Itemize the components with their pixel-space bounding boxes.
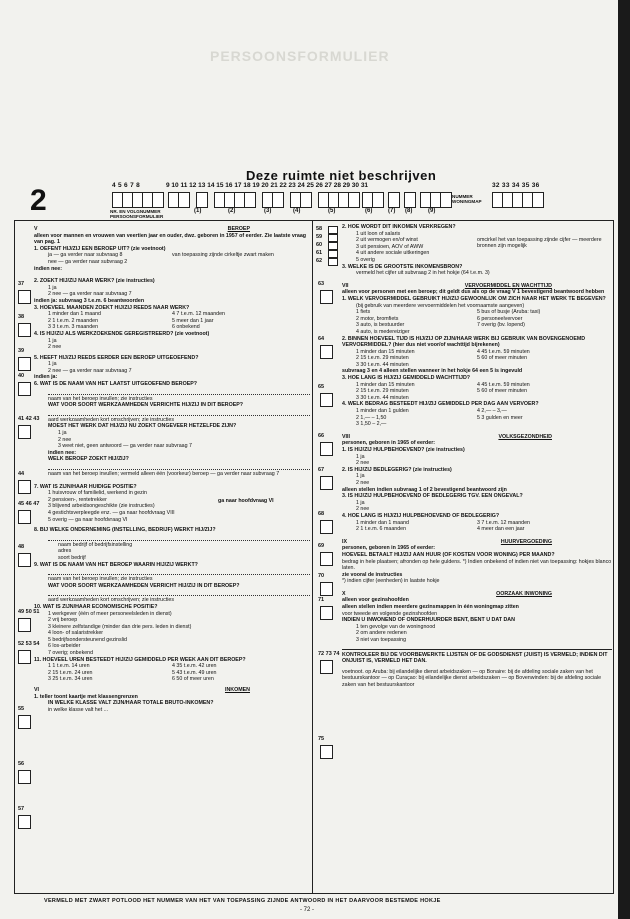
- question-vi2: 2. HOE WORDT DIT INKOMEN VERKREGEN?: [342, 224, 456, 230]
- answer-box[interactable]: [320, 393, 333, 407]
- answer-box[interactable]: [320, 745, 333, 759]
- answer-box[interactable]: [328, 234, 338, 242]
- answer-box[interactable]: [320, 476, 333, 490]
- question-vii3: 3. HOE LANG IS HIJ/ZIJ GEMIDDELD WACHTTIJD?: [342, 375, 471, 382]
- left-rule: [14, 220, 15, 893]
- right-rule: [613, 220, 614, 893]
- code-box[interactable]: [244, 192, 256, 208]
- answer-box[interactable]: [18, 480, 31, 494]
- question-v8: 8. BIJ WELKE ONDERNEMING (INSTELLING, BEDRIJF) WERKT HIJ/ZIJ?: [34, 527, 216, 534]
- answer-box-number: 52 53 54: [18, 641, 40, 647]
- code-box[interactable]: [388, 192, 400, 208]
- code-group-label: (3): [264, 208, 272, 214]
- answer-box-number: 38: [18, 314, 25, 320]
- code-box[interactable]: [404, 192, 416, 208]
- question-v2: 2. ZOEKT HIJ/ZIJ NAAR WERK? (zie instructies): [34, 278, 155, 285]
- answer-box-number: 63: [318, 281, 325, 287]
- section-vi-head: VI INKOMEN: [34, 687, 250, 694]
- answer-box[interactable]: [328, 242, 338, 250]
- question-v10: 10. WAT IS ZIJN/HAAR ECONOMISCHE POSITIE?: [34, 603, 158, 610]
- answer-box[interactable]: [320, 606, 333, 620]
- code-group-label: (4): [293, 208, 301, 214]
- question-vi3: 3. WELKE IS DE GROOTSTE INKOMENSBRON?: [342, 263, 463, 270]
- answer-box-number: 48: [18, 544, 25, 550]
- answer-box[interactable]: [18, 618, 31, 632]
- answer-box[interactable]: [320, 290, 333, 304]
- question-vii2: 2. BINNEN HOEVEEL TIJD IS HIJ/ZIJ OP ZIJN/HAAR WERK BIJ GEBRUIK VAN BOVENGENOEMD VERVOERMIDDEL? (hier dus niet voor/of wachttijd bijrekenen): [342, 335, 586, 349]
- answer-box[interactable]: [18, 357, 31, 371]
- code-box[interactable]: [300, 192, 312, 208]
- answer-box[interactable]: [320, 520, 333, 534]
- code-numbers-b: 9 10 11 12 13 14 15 16 17 18 19 20 21 22 23 24 25 26 27 28 29 30 31: [166, 182, 369, 189]
- answer-box-number: 72 73 74: [318, 651, 340, 657]
- code-group-label: (8): [405, 208, 413, 214]
- section-vii-head: VII VERVOERMIDDEL EN WACHTTIJD: [342, 282, 552, 289]
- question-vii1: 1. WELK VERVOERMIDDEL GEBRUIKT HIJ/ZIJ GEWOONLIJK OM ZICH NAAR HET WERK TE BEGEVEN?: [342, 295, 606, 302]
- code-box[interactable]: [372, 192, 384, 208]
- question-vii4: 4. WELK BEDRAG BESTEEDT HIJ/ZIJ GEMIDDELD PER DAG AAN VERVOER?: [342, 401, 539, 408]
- code-group-label: (7): [388, 208, 396, 214]
- answer-box-number: 49 50 51: [18, 609, 40, 615]
- form-number: 2: [30, 184, 47, 217]
- answer-box[interactable]: [320, 345, 333, 359]
- row-number: 62: [316, 258, 323, 264]
- answer-box[interactable]: [320, 660, 333, 674]
- answer-box[interactable]: [18, 770, 31, 784]
- section-viii-head: VIII VOLKSGEZONDHEID: [342, 433, 552, 440]
- code-group-label: (2): [228, 208, 236, 214]
- answer-box[interactable]: [328, 226, 338, 234]
- answer-box[interactable]: [18, 650, 31, 664]
- answer-box-number: 66: [318, 433, 325, 439]
- answer-box-number: 69: [318, 543, 325, 549]
- answer-box-number: 56: [18, 761, 25, 767]
- answer-box-number: 41 42 43: [18, 416, 40, 422]
- code-box[interactable]: [178, 192, 190, 208]
- question-v6: 6. WAT IS DE NAAM VAN HET LAATST UITGEOEFEND BEROEP?: [34, 381, 198, 388]
- row-number: 58: [316, 226, 323, 232]
- page-number: - 72 -: [300, 907, 315, 913]
- answer-box[interactable]: [320, 582, 333, 596]
- question-viii1: 1. IS HIJ/ZIJ HULPBEHOEVEND? (zie instructies): [342, 447, 465, 453]
- answer-box-number: 70: [318, 573, 325, 579]
- code-box[interactable]: [272, 192, 284, 208]
- code-box[interactable]: [532, 192, 544, 208]
- answer-box[interactable]: [320, 442, 333, 456]
- answer-box[interactable]: [18, 510, 31, 524]
- answer-box-number: 67: [318, 467, 325, 473]
- code-numbers-a: 4 5 6 7 8: [112, 182, 140, 189]
- code-group-label: (1): [194, 208, 202, 214]
- code-group-label: (6): [365, 208, 373, 214]
- center-divider: [312, 220, 313, 893]
- question-viii2: 2. IS HIJ/ZIJ BEDLEGERIG? (zie instructies): [342, 466, 452, 473]
- question-v1: 1. OEFENT HIJ/ZIJ EEN BEROEP UIT? (zie voetnoot): [34, 245, 166, 252]
- nummer-codes: 32 33 34 35 36: [492, 182, 540, 189]
- question-viii3: 3. IS HIJ/ZIJ HULPBEHOEVEND OF BEDLEGERIG TGV. EEN ONGEVAL?: [342, 493, 523, 500]
- section-x-head: X OORZAAK INWONING: [342, 590, 552, 597]
- question-v7: 7. WAT IS ZIJN/HAAR HUIDIGE POSITIE?: [34, 483, 137, 490]
- answer-box-number: 40: [18, 373, 25, 379]
- question-v5: 5. HEEFT HIJ/ZIJ REEDS EERDER EEN BEROEP UITGEOEFEND?: [34, 354, 199, 361]
- answer-box-number: 65: [318, 384, 325, 390]
- code-label-a: NR. EN VOLGNUMMER PERSOONSFORMULIER: [110, 209, 164, 219]
- top-rule: [14, 220, 614, 221]
- ghost-title: PERSOONSFORMULIER: [210, 48, 390, 64]
- section-v-head: V BEROEP: [34, 226, 250, 232]
- answer-box[interactable]: [18, 425, 31, 439]
- scan-edge: [618, 0, 630, 919]
- section-ix-head: IX HUURVERGOEDING: [342, 538, 552, 545]
- question-v11: 11. HOEVEEL UREN BESTEEDT HIJ/ZIJ GEMIDDELD PER WEEK AAN DIT BEROEP?: [34, 656, 246, 663]
- answer-box[interactable]: [18, 323, 31, 337]
- question-viii4: 4. HOE LANG IS HIJ/ZIJ HULPBEHOEVEND OF BEDLEGERIG?: [342, 512, 500, 519]
- question-ix: HOEVEEL BETAALT HIJ/ZIJ AAN HUUR (OF KOSTEN VOOR WONING) PER MAAND?: [342, 551, 555, 558]
- code-box[interactable]: [440, 192, 452, 208]
- answer-box[interactable]: [18, 290, 31, 304]
- code-group-label: (5): [328, 208, 336, 214]
- answer-box-number: 71: [318, 597, 325, 603]
- question-v9: 9. WAT IS DE NAAM VAN HET BEROEP WAARIN HIJ/ZIJ WERKT?: [34, 561, 198, 568]
- bottom-rule: [14, 893, 614, 894]
- code-box[interactable]: [348, 192, 360, 208]
- row-number: 60: [316, 242, 323, 248]
- code-group-label: (9): [428, 208, 436, 214]
- code-box[interactable]: [196, 192, 208, 208]
- answer-box-number: 39: [18, 348, 25, 354]
- answer-box[interactable]: [18, 815, 31, 829]
- code-box[interactable]: [152, 192, 164, 208]
- answer-box-number: 68: [318, 511, 325, 517]
- answer-box[interactable]: [328, 258, 338, 266]
- footer-instruction: VERMELD MET ZWART POTLOOD HET NUMMER VAN HET VAN TOEPASSING ZIJNDE ANTWOORD IN HET DAARVOOR BESTEMDE HOKJE: [44, 898, 441, 904]
- question-x: INDIEN U INWONEND OF ONDERHUURDER BENT, BENT U DAT DAN: [342, 617, 515, 624]
- answer-box-number: 37: [18, 281, 25, 287]
- answer-box[interactable]: [18, 382, 31, 396]
- right-column: 2. HOE WORDT DIT INKOMEN VERKREGEN? 1 uit loon of salaris 2 uit vermogen en/of winst 3 uit pensioen, AOV of AWW 4 uit andere sociale uitkeringen 5 overig omcirkel het van toepassing zijnde cijfer — meerdere bronnen zijn mogelijk 3. WELKE IS DE GROOTSTE INKOMENSBRON? vermeld het cijfer uit subvraag 2 in het hokje (64 t.e.m. 3) VII VERVOERMIDDEL EN WACHTTIJD alleen voor personen met een beroep; dit geldt dus als op de vraag V 1 bevestigend beantwoord hebben 1. WELK VERVOERMIDDEL GEBRUIKT HIJ/ZIJ GEWOONLIJK OM ZICH NAAR HET WERK TE BEGEVEN? (bij gebruik van meerdere vervoermiddelen het voornaamste aangeven) 1 fiets 2 motor, bromfiets 3 auto, is bestuurder 4 auto, is medereiziger 5 bus of busje (Aruba: taxi) 6 personeelvervoer 7 overig (bv. lopend) 2. BINNEN HOEVEEL TIJD IS HIJ/ZIJ OP ZIJN/HAAR WERK BIJ GEBRUIK VAN BOVENGENOEMD VERVOERMIDDEL? (hier dus niet voor/of wachttijd bijrekenen) 1 minder dan 15 minuten 2 15 t.e.m. 29 minuten 3 30 t.e.m. 44 minuten 4 45 t.e.m. 59 minuten 5 60 of meer minuten subvraag 3 en 4 alleen stellen wanneer in het hokje 64 een 5 is ingevuld 3. HOE LANG IS HIJ/ZIJ GEMIDDELD WACHTTIJD? 1 minder dan 15 minuten 2 15 t.e.m. 29 minuten 3 30 t.e.m. 44 minuten 4 45 t.e.m. 59 minuten 5 60 of meer minuten 4. WELK BEDRAG BESTEEDT HIJ/ZIJ GEMIDDELD PER DAG AAN VERVOER? 1 minder dan 1 gulden 2 1,— – 1,50 3 1,50 – 2,— 4 2,— – 3,— 5 3 gulden en meer VIII VOLKSGEZONDHEID personen, geboren in 1965 of eerder: 1. IS HIJ/ZIJ HULPBEHOEVEND? (zie instructies) 1 ja 2 nee 2. IS HIJ/ZIJ BEDLEGERIG? (zie instructies) 1 ja 2 nee alleen stellen indien subvraag 1 of 2 bevestigend beantwoord zijn 3. IS HIJ/ZIJ HULPBEHOEVEND OF BEDLEGERIG TGV. EEN ONGEVAL? 1 ja 2 nee 4. HOE LANG IS HIJ/ZIJ HULPBEHOEVEND OF BEDLEGERIG? 1 minder dan 1 maand 2 1 t.e.m. 6 maanden 3 7 t.e.m. 12 maanden 4 meer dan een jaar IX HUURVERGOEDING personen, geboren in 1965 of eerder: HOEVEEL BETAALT HIJ/ZIJ AAN HUUR (OF KOSTEN VOOR WONING) PER MAAND? bedrag in hele plaatsen; afronden op hele guldens. *) Indien onbekend of indien niet van toepassing: hokjes blanco laten. zie vooral de instructies *) indien cijfer (eenheden) in laatste hokje X OORZAAK INWONING alleen voor gezinshoofden alleen stellen indien meerdere gezinsmappen in één woningmap zitten voor tweede en volgende gezinshoofden INDIEN U INWONEND OF ONDERHUURDER BENT, BENT U DAT DAN 1 ten gevolge van de woningnood 2 om andere redenen 3 niet van toepassing KONTROLEER BIJ DE VOORBEWERKTE LIJSTEN OF DE GODSDIENST (JUIST) IS VERMELD; INDIEN DIT ONJUIST IS, VERMELD HET DAN. voetnoot. op Aruba: bij eilandelijke dienst arbeidszaken — op Bonaire: bij de afdeling sociale zaken van het bestuurskantoor — op Curaçao: bij eilandelijke dienst arbeidszaken — op Bovenwinden: bij de afdeling sociale zaken van het bestuurskantoor: [342, 224, 612, 688]
- row-number: 61: [316, 250, 323, 256]
- answer-box-number: 57: [18, 806, 25, 812]
- answer-box-number: 55: [18, 706, 25, 712]
- left-column: V BEROEP alleen voor mannen en vrouwen van veertien jaar en ouder, dwz. geboren in 1957 of eerder. Zie laatste vraag van pag. 1 1. OEFENT HIJ/ZIJ EEN BEROEP UIT? (zie voetnoot) ja — ga verder naar subvraag 8 nee — ga verder naar subvraag 2 van toepassing zijnde cirkeltje zwart maken indien nee: 2. ZOEKT HIJ/ZIJ NAAR WERK? (zie instructies) 1 ja 2 nee — ga verder naar subvraag 7 indien ja: subvraag 3 t.e.m. 6 beantwoorden 3. HOEVEEL MAANDEN ZOEKT HIJ/ZIJ REEDS NAAR WERK? 1 minder dan 1 maand 2 1 t.e.m. 2 maanden 3 3 t.e.m. 3 maanden 4 7 t.e.m. 12 maanden 5 meer dan 1 jaar 6 onbekend 4. IS HIJ/ZIJ ALS WERKZOEKENDE GEREGISTREERD? (zie voetnoot) 1 ja 2 nee 5. HEEFT HIJ/ZIJ REEDS EERDER EEN BEROEP UITGEOEFEND? 1 ja 2 nee — ga verder naar subvraag 7 indien ja: 6. WAT IS DE NAAM VAN HET LAATST UITGEOEFEND BEROEP? naam van het beroep invullen; zie instructies WAT VOOR SOORT WERKZAAMHEDEN VERRICHTE HIJ/ZIJ IN DIT BEROEP? aard werkzaamheden kort omschrijven; zie instructies MOEST HET WERK DAT HIJ/ZIJ NU ZOEKT ONGEVEER HETZELFDE ZIJN? 1 ja 2 nee 3 weet niet, geen antwoord — ga verder naar subvraag 7 indien nee: WELK BEROEP ZOEKT HIJ/ZIJ? naam van het beroep invullen; vermeld alleen één (voorkeur) beroep — ga verder naar subvraag 7 7. WAT IS ZIJN/HAAR HUIDIGE POSITIE? 1 huisvrouw of familielid, werkend in gezin 2 pensioen-, rentetrekker 3 blijvend arbeidsongeschikte (zie instructies) 4 gestichtsverpleegde enz. — ga naar hoofdvraag VIII 5 overig — ga naar hoofdvraag VI ga naar hoofdvraag VI 8. BIJ WELKE ONDERNEMING (INSTELLING, BEDRIJF) WERKT HIJ/ZIJ? naam bedrijf of bedrijfsinstelling adres soort bedrijf 9. WAT IS DE NAAM VAN HET BEROEP WAARIN HIJ/ZIJ WERKT? naam van het beroep invullen; zie instructies WAT VOOR SOORT WERKZAAMHEDEN VERRICHT HIJ/ZIJ IN DIT BEROEP? aard werkzaamheden kort omschrijven; zie instructies 10. WAT IS ZIJN/HAAR ECONOMISCHE POSITIE? 1 werkgever (één of meer personeelsleden in dienst) 2 vrij beroep 3 kleinere zelfstandige (minder dan drie pers. leden in dienst) 4 loon- of salaristrekker 5 bedrijfsondersteunend gezinslid 6 los-arbeider 7 overig; onbekend 11. HOEVEEL UREN BESTEEDT HIJ/ZIJ GEMIDDELD PER WEEK AAN DIT BEROEP? 1 1 t.e.m. 14 uren 2 15 t.e.m. 24 uren 3 25 t.e.m. 34 uren 4 35 t.e.m. 42 uren 5 43 t.e.m. 49 uren 6 50 of meer uren VI INKOMEN 1. teller toont kaartje met klassengrenzen IN WELKE KLASSE VALT ZIJN/HAAR TOTALE BRUTO-INKOMEN? in welke klasse valt het ...: [34, 224, 310, 713]
- question-v3: 3. HOEVEEL MAANDEN ZOEKT HIJ/ZIJ REEDS NAAR WERK?: [34, 304, 190, 311]
- question-v4: 4. IS HIJ/ZIJ ALS WERKZOEKENDE GEREGISTREERD? (zie voetnoot): [34, 330, 210, 337]
- answer-box-number: 45 46 47: [18, 501, 40, 507]
- footnote: voetnoot. op Aruba: bij eilandelijke dienst arbeidszaken — op Bonaire: bij de afdeling sociale zaken van het bestuurskantoor — op Curaçao: bij eilandelijke dienst arbeidszaken — op Bovenwinden: bij de afdeling sociale zaken van het bestuurskantoor: [342, 668, 602, 688]
- page-title: Deze ruimte niet beschrijven: [246, 168, 437, 183]
- row-number: 59: [316, 234, 323, 240]
- answer-box[interactable]: [18, 553, 31, 567]
- answer-box[interactable]: [18, 715, 31, 729]
- answer-box[interactable]: [320, 552, 333, 566]
- answer-box-number: 75: [318, 736, 325, 742]
- answer-box[interactable]: [328, 250, 338, 258]
- answer-box-number: 44: [18, 471, 25, 477]
- control-note: KONTROLEER BIJ DE VOORBEWERKTE LIJSTEN OF DE GODSDIENST (JUIST) IS VERMELD; INDIEN DIT ONJUIST IS, VERMELD HET DAN.: [342, 649, 612, 665]
- answer-box-number: 64: [318, 336, 325, 342]
- nummer-label: NUMMER WONINGMAP: [452, 194, 482, 204]
